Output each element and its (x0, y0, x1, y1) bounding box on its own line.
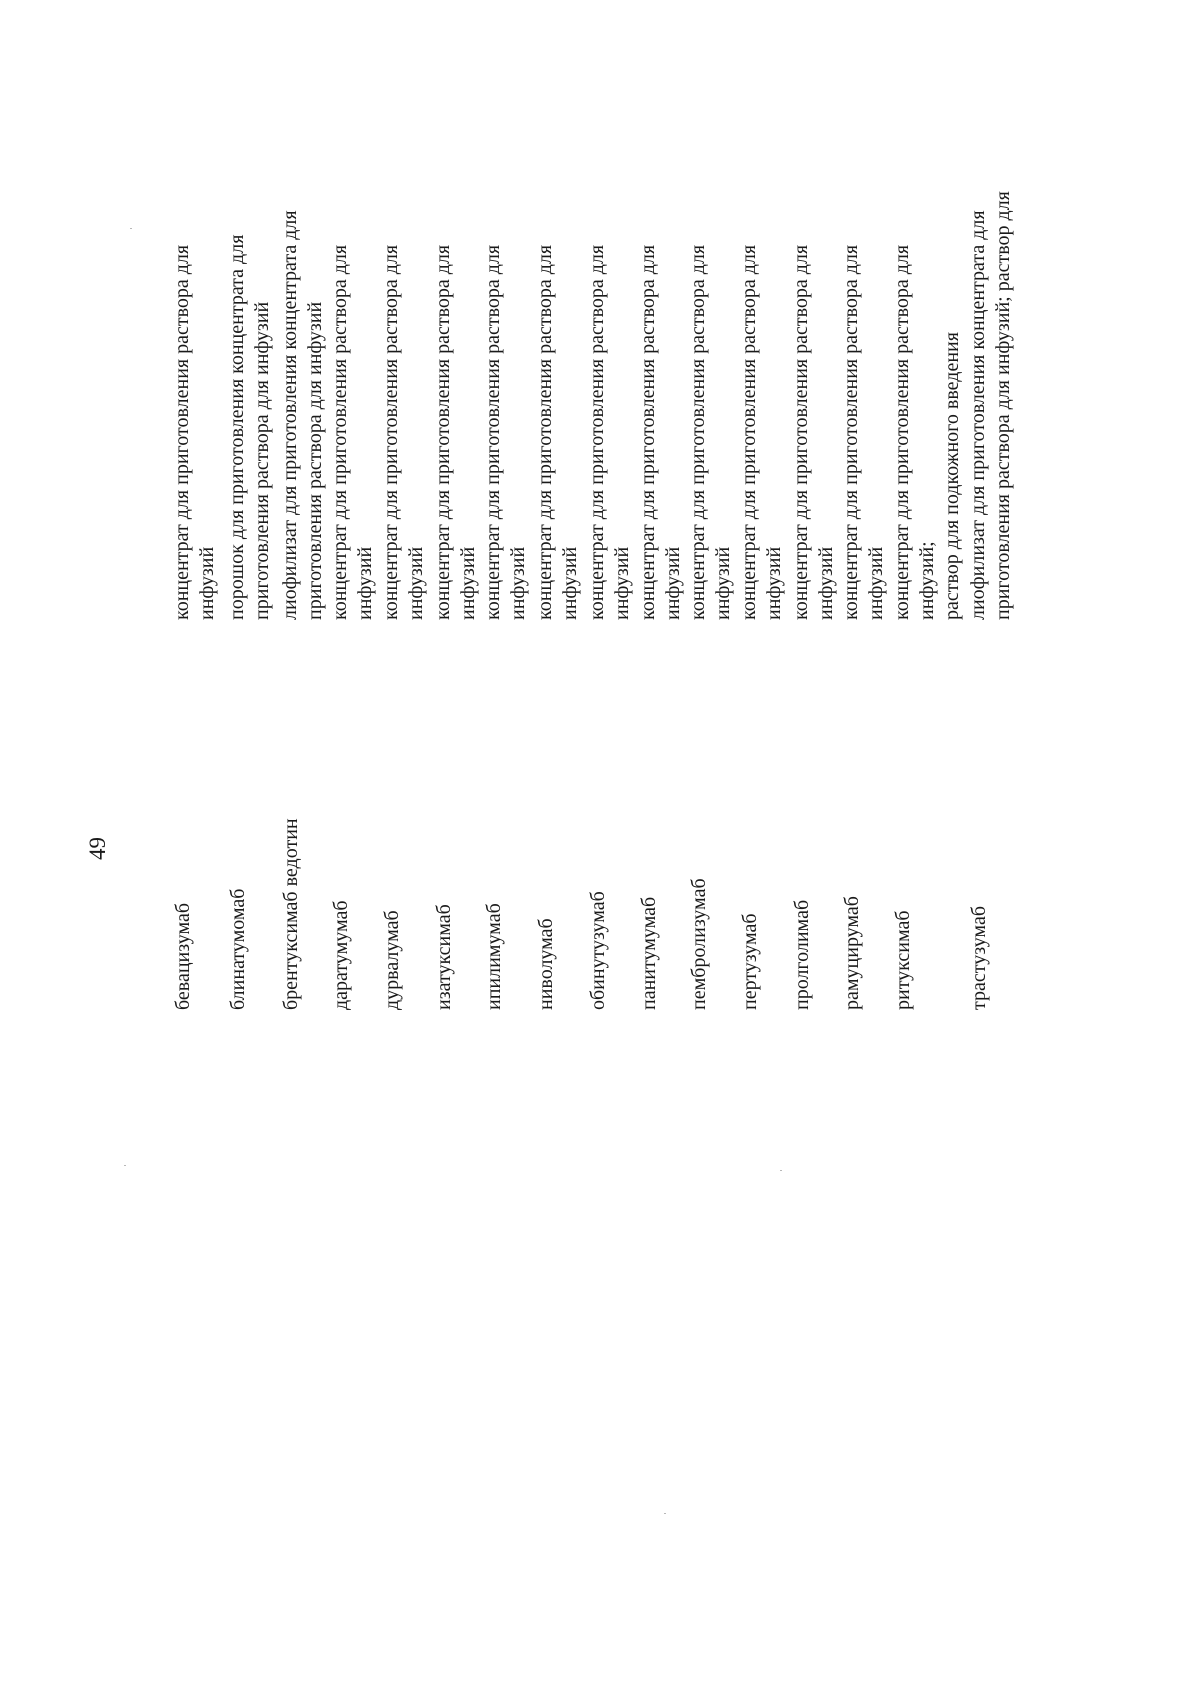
dosage-form-line: приготовления раствора для инфузий (251, 301, 273, 620)
dosage-form-line: инфузий (457, 546, 479, 620)
drug-name: обинутузумаб (587, 891, 609, 1010)
dosage-form-text (225, 150, 275, 620)
dosage-form-text (789, 150, 839, 620)
dosage-form-line: инфузий (712, 546, 734, 620)
dosage-form-line: инфузий (507, 546, 529, 620)
dosage-form-line: концентрат для приготовления раствора для (380, 244, 402, 620)
scan-speck (664, 1513, 666, 1514)
dosage-form-line: раствор для подкожного введения (941, 332, 963, 620)
dosage-form-line: концентрат для приготовления раствора для (586, 244, 608, 620)
drug-name: рамуцирумаб (841, 896, 863, 1010)
dosage-form-line: приготовления раствора для инфузий (304, 301, 326, 620)
dosage-form-line: концентрат для приготовления раствора для (790, 244, 812, 620)
drug-name: ипилимумаб (483, 903, 505, 1010)
dosage-form-line: концентрат для приготовления раствора для (637, 244, 659, 620)
dosage-form-line: концентрат для приготовления раствора для (329, 244, 351, 620)
drug-name: бевацизумаб (172, 902, 194, 1010)
dosage-form-line: инфузий (559, 546, 581, 620)
dosage-form-line: концентрат для приготовления раствора для (840, 244, 862, 620)
dosage-form-line: инфузий; (916, 541, 938, 620)
dosage-form-line: лиофилизат для приготовления концентрата для (279, 210, 301, 620)
dosage-form-line: порошок для приготовления концентрата для (226, 234, 248, 620)
dosage-form-line: концентрат для приготовления раствора для (738, 244, 760, 620)
dosage-form-line: приготовления раствора для инфузий; раствор для (992, 191, 1014, 620)
page-number: 49 (85, 837, 110, 860)
drug-name: пролголимаб (791, 899, 813, 1010)
drug-name: изатуксимаб (433, 904, 455, 1010)
drug-name: даратумумаб (330, 900, 352, 1010)
dosage-form-text (737, 150, 787, 620)
drug-name: трастузумаб (968, 905, 990, 1010)
dosage-form-line: концентрат для приготовления раствора для (432, 244, 454, 620)
dosage-form-text (379, 150, 429, 620)
dosage-form-text (533, 150, 583, 620)
dosage-form-line: концентрат для приготовления раствора для (534, 244, 556, 620)
dosage-form-text (170, 150, 220, 620)
dosage-form-line: инфузий (662, 546, 684, 620)
dosage-form-line: концентрат для приготовления раствора для (891, 244, 913, 620)
dosage-form-line: инфузий (354, 546, 376, 620)
dosage-form-line: концентрат для приготовления раствора для (687, 244, 709, 620)
drug-name: панитумумаб (638, 896, 660, 1010)
drug-name: дурвалумаб (381, 910, 403, 1010)
dosage-form-line: инфузий (196, 546, 218, 620)
dosage-form-text (328, 150, 378, 620)
drug-name: ритуксимаб (892, 910, 914, 1010)
dosage-form-text (431, 150, 481, 620)
dosage-form-text (585, 150, 635, 620)
drug-name: пертузумаб (739, 913, 761, 1010)
dosage-form-line: инфузий (865, 546, 887, 620)
drug-name: пембролизумаб (688, 878, 710, 1010)
scan-speck (130, 228, 132, 229)
dosage-form-text (636, 150, 686, 620)
dosage-form-text (890, 150, 965, 620)
drug-name: блинатумомаб (227, 888, 249, 1010)
dosage-form-line: инфузий (763, 546, 785, 620)
scan-speck (124, 1165, 126, 1166)
scan-speck (780, 1170, 782, 1171)
dosage-form-text (686, 150, 736, 620)
dosage-form-line: инфузий (405, 546, 427, 620)
drug-name: ниволумаб (535, 918, 557, 1010)
drug-name: брентуксимаб ведотин (280, 818, 302, 1010)
dosage-form-text (966, 150, 1016, 620)
dosage-form-line: концентрат для приготовления раствора для (171, 244, 193, 620)
dosage-form-line: лиофилизат для приготовления концентрата для (967, 210, 989, 620)
dosage-form-line: концентрат для приготовления раствора для (482, 244, 504, 620)
dosage-form-line: инфузий (611, 546, 633, 620)
dosage-form-text (839, 150, 889, 620)
dosage-form-text (278, 150, 328, 620)
dosage-form-line: инфузий (815, 546, 837, 620)
dosage-form-text (481, 150, 531, 620)
